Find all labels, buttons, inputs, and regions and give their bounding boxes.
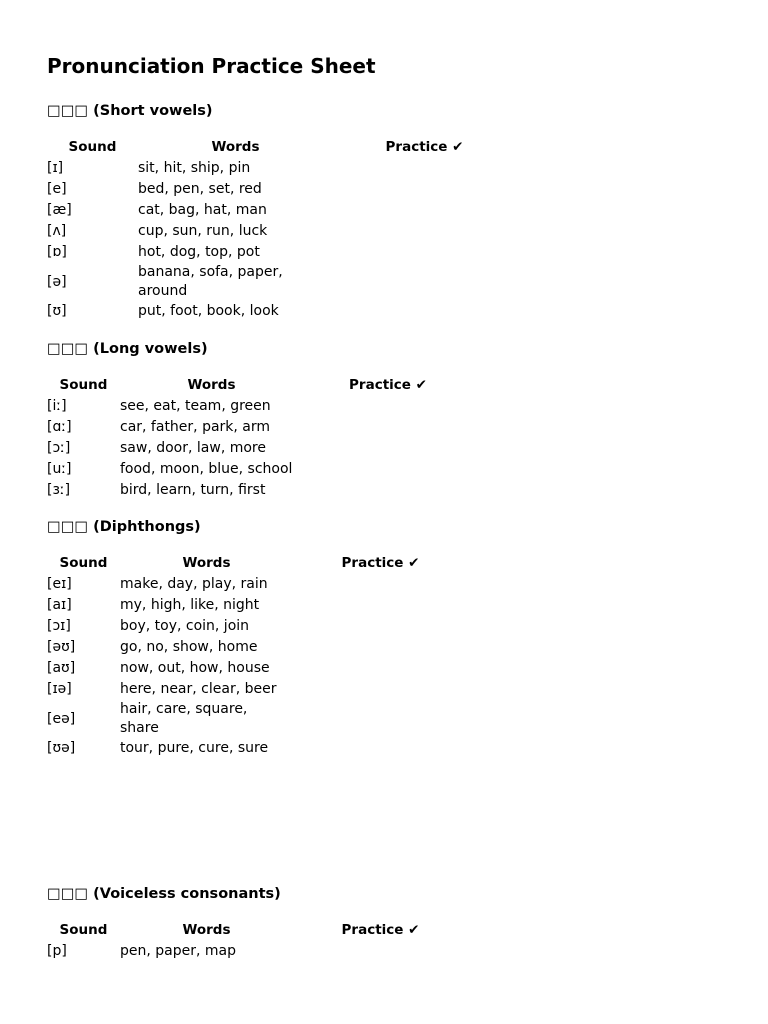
words-cell: pen, paper, map — [120, 943, 236, 959]
words-cell: put, foot, book, look — [138, 303, 279, 319]
words-cell: saw, door, law, more — [120, 440, 266, 456]
practice-cell[interactable] — [293, 637, 468, 658]
practice-cell[interactable] — [293, 700, 468, 738]
section-short-vowels — [47, 101, 516, 322]
words-cell: tour, pure, cure, sure — [120, 740, 269, 756]
practice-cell[interactable] — [333, 242, 516, 263]
practice-cell[interactable] — [333, 263, 516, 301]
table-row — [47, 396, 473, 417]
table-row — [47, 637, 468, 658]
practice-cell[interactable] — [303, 417, 473, 438]
column-header-words: Words — [211, 139, 260, 155]
page-title: Pronunciation Practice Sheet — [47, 54, 376, 78]
column-header-sound: Sound — [59, 555, 108, 571]
column-header-words: Words — [187, 377, 236, 393]
table-row — [47, 658, 468, 679]
practice-cell[interactable] — [303, 480, 473, 501]
table-row — [47, 459, 473, 480]
table-row — [47, 417, 473, 438]
sound-cell: [ɔɪ] — [47, 618, 71, 634]
table-header-row — [47, 920, 468, 941]
column-header-words: Words — [182, 555, 231, 571]
column-header-practice: Practice ✔ — [341, 555, 420, 571]
practice-cell[interactable] — [333, 200, 516, 221]
section-diphthongs — [47, 517, 468, 759]
table-row — [47, 158, 516, 179]
table-row — [47, 700, 468, 738]
table-row — [47, 480, 473, 501]
table-row — [47, 438, 473, 459]
sound-cell: [p] — [47, 943, 67, 959]
sound-cell: [ɔː] — [47, 440, 71, 456]
practice-cell[interactable] — [293, 616, 468, 637]
sound-cell: [æ] — [47, 202, 72, 218]
sound-table — [47, 137, 516, 322]
words-cell: go, no, show, home — [120, 639, 258, 655]
section-voiceless-consonants — [47, 884, 468, 962]
sound-cell: [ʊə] — [47, 740, 76, 756]
table-row — [47, 221, 516, 242]
sound-cell: [eə] — [47, 710, 76, 727]
sound-cell: [ʊ] — [47, 303, 67, 319]
words-text: banana, sofa, paper, around — [138, 264, 283, 299]
table-row — [47, 616, 468, 637]
sound-cell: [aʊ] — [47, 660, 76, 676]
words-cell: sit, hit, ship, pin — [138, 160, 251, 176]
column-header-sound: Sound — [68, 139, 117, 155]
words-text: hair, care, square, share — [120, 701, 248, 736]
section-long-vowels — [47, 339, 473, 501]
sound-cell: [ɑː] — [47, 419, 72, 435]
sound-cell: [ɒ] — [47, 244, 67, 260]
practice-cell[interactable] — [293, 595, 468, 616]
sound-cell: [uː] — [47, 461, 72, 477]
practice-cell[interactable] — [293, 738, 468, 759]
words-cell: bird, learn, turn, first — [120, 482, 266, 498]
table-header-row — [47, 553, 468, 574]
column-header-practice: Practice ✔ — [385, 139, 464, 155]
words-cell: see, eat, team, green — [120, 398, 271, 414]
words-cell: here, near, clear, beer — [120, 681, 277, 697]
sound-table — [47, 553, 468, 759]
sound-table — [47, 375, 473, 501]
words-cell — [138, 263, 333, 301]
sound-cell: [eɪ] — [47, 576, 72, 592]
words-cell: cat, bag, hat, man — [138, 202, 267, 218]
section-heading: □□□ (Diphthongs) — [47, 519, 201, 535]
practice-cell[interactable] — [333, 158, 516, 179]
sound-cell: [əʊ] — [47, 639, 76, 655]
sound-cell: [ɜː] — [47, 482, 71, 498]
table-row — [47, 574, 468, 595]
sound-cell: [ə] — [47, 273, 67, 290]
practice-cell[interactable] — [303, 396, 473, 417]
sound-cell: [iː] — [47, 398, 67, 414]
words-cell — [120, 700, 293, 738]
practice-cell[interactable] — [293, 679, 468, 700]
words-cell: hot, dog, top, pot — [138, 244, 260, 260]
table-row — [47, 738, 468, 759]
column-header-words: Words — [182, 922, 231, 938]
table-row — [47, 941, 468, 962]
practice-cell[interactable] — [333, 301, 516, 322]
practice-cell[interactable] — [293, 574, 468, 595]
practice-cell[interactable] — [303, 438, 473, 459]
sound-cell: [e] — [47, 181, 67, 197]
practice-cell[interactable] — [333, 221, 516, 242]
column-header-sound: Sound — [59, 377, 108, 393]
words-cell: cup, sun, run, luck — [138, 223, 268, 239]
column-header-practice: Practice ✔ — [349, 377, 427, 393]
words-cell: bed, pen, set, red — [138, 181, 262, 197]
words-cell: now, out, how, house — [120, 660, 270, 676]
words-cell: my, high, like, night — [120, 597, 260, 613]
words-cell: boy, toy, coin, join — [120, 618, 250, 634]
table-row — [47, 679, 468, 700]
words-cell: food, moon, blue, school — [120, 461, 293, 477]
table-header-row — [47, 137, 516, 158]
table-row — [47, 595, 468, 616]
words-cell: car, father, park, arm — [120, 419, 271, 435]
practice-cell[interactable] — [293, 941, 468, 962]
table-row — [47, 200, 516, 221]
table-row — [47, 263, 516, 301]
section-heading: □□□ (Voiceless consonants) — [47, 886, 281, 902]
words-cell: make, day, play, rain — [120, 576, 268, 592]
column-header-sound: Sound — [59, 922, 108, 938]
sound-table — [47, 920, 468, 962]
sound-cell: [ɪ] — [47, 160, 64, 176]
practice-cell[interactable] — [303, 459, 473, 480]
table-row — [47, 301, 516, 322]
table-row — [47, 179, 516, 200]
sound-cell: [aɪ] — [47, 597, 72, 613]
sound-cell: [ʌ] — [47, 223, 67, 239]
practice-cell[interactable] — [333, 179, 516, 200]
section-heading: □□□ (Short vowels) — [47, 103, 213, 119]
column-header-practice: Practice ✔ — [341, 922, 420, 938]
section-heading: □□□ (Long vowels) — [47, 341, 208, 357]
sound-cell: [ɪə] — [47, 681, 72, 697]
table-row — [47, 242, 516, 263]
table-header-row — [47, 375, 473, 396]
practice-cell[interactable] — [293, 658, 468, 679]
